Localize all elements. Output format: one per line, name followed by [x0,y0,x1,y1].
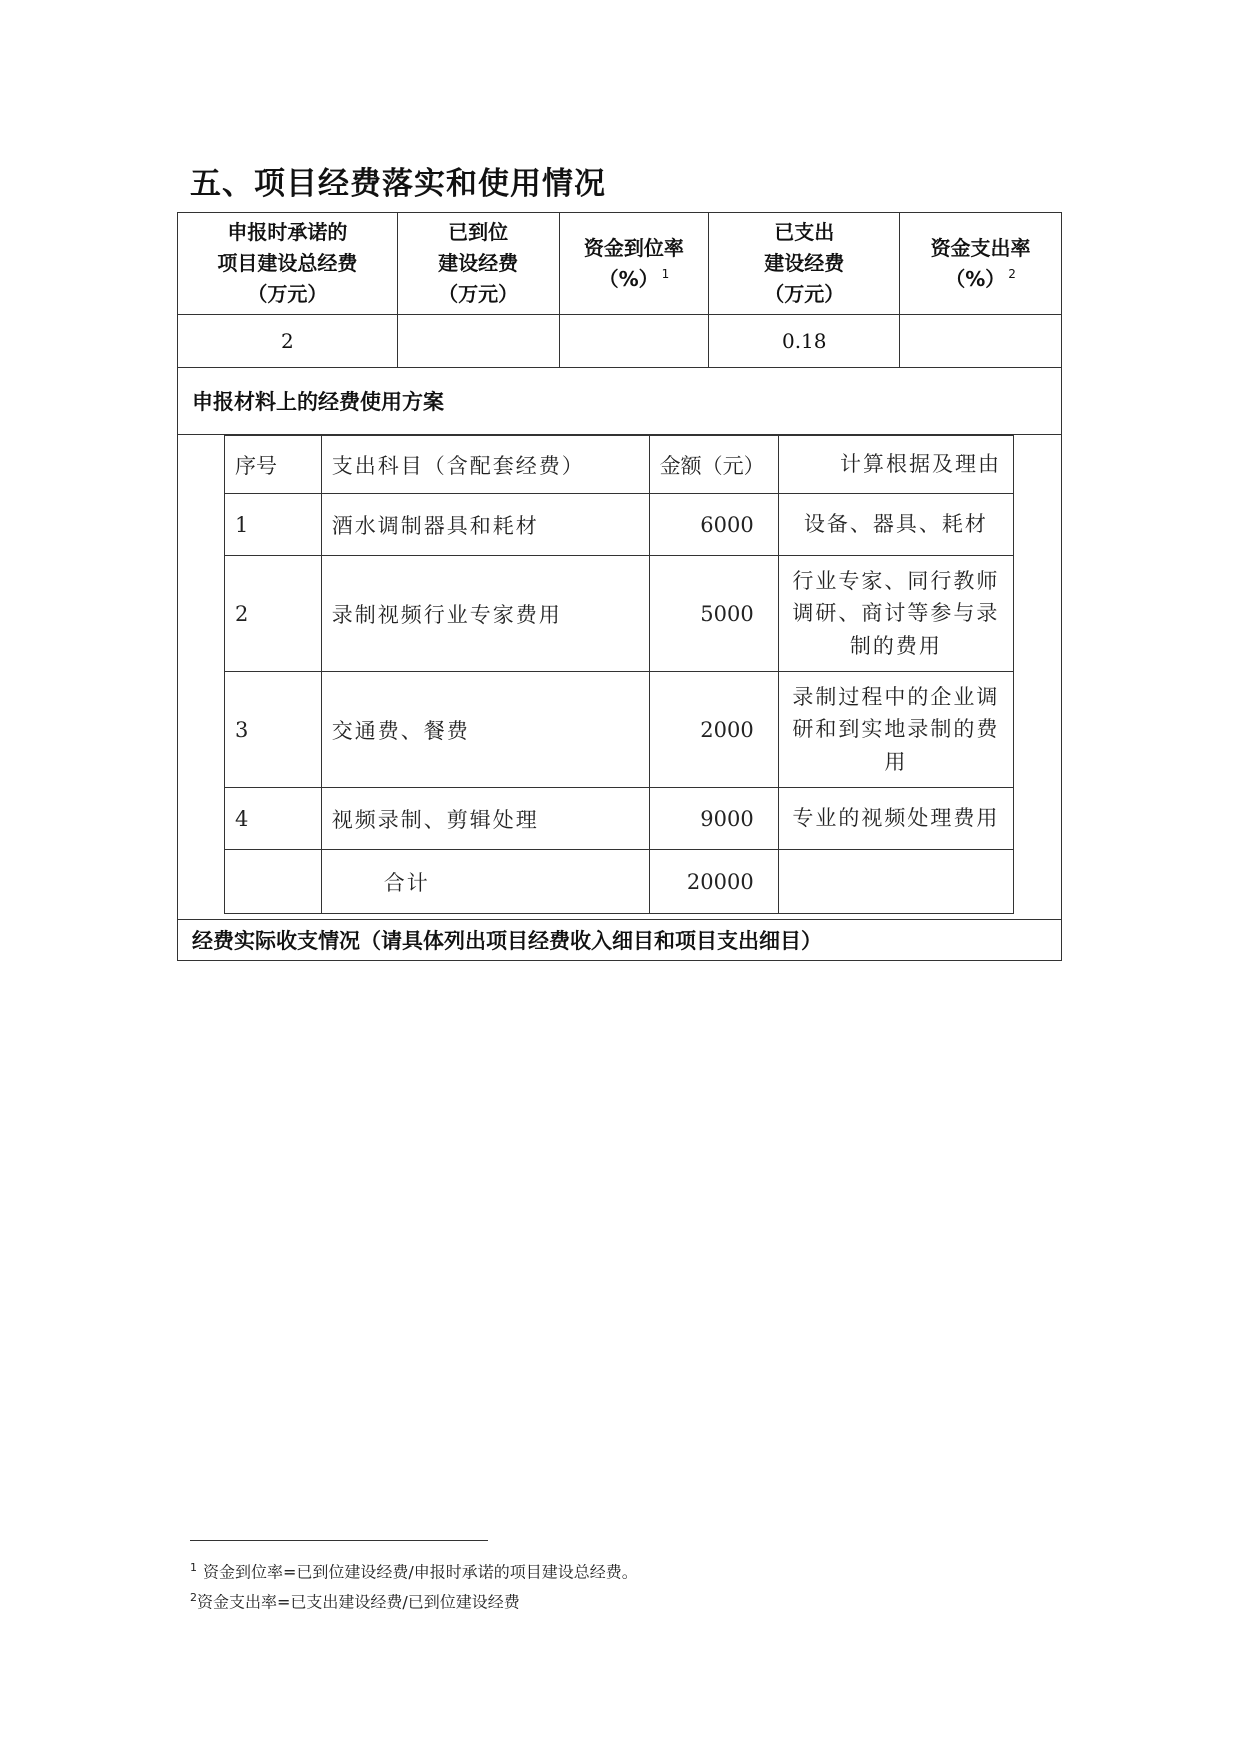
section-title: 五、项目经费落实和使用情况 [190,166,606,202]
row-seq: 3 [225,672,322,788]
footnotes [190,1555,638,1616]
header-spent-line2: 建设经费 [764,251,845,275]
row-reason-line: 专业的视频处理费用 [792,806,1000,831]
footnote-1 [190,1555,638,1585]
row-reason-line: 研和到实地录制的费 [792,717,1000,742]
row-reason-line: 用 [884,749,908,774]
actual-title: 经费实际收支情况（请具体列出项目经费收入细目和项目支出细目） [178,920,1062,961]
header-arrived-line1: 已到位 [448,220,509,244]
total-row [225,850,1014,914]
plan-header-amount: 金额（元） [649,436,778,494]
header-spend-rate-line1: 资金支出率 [930,235,1031,260]
total-seq-empty [225,850,322,914]
header-committed-line2: 项目建设总经费 [217,251,358,275]
row-reason [778,556,1013,672]
table-row [225,788,1014,850]
row-reason-line: 调研、商讨等参与录 [792,601,1000,626]
value-arrival-rate [559,315,709,368]
header-spent-line3: （万元） [764,282,845,306]
row-amount: 9000 [649,788,778,850]
funding-table [177,212,1062,961]
row-amount: 2000 [649,672,778,788]
header-committed [178,213,398,315]
footnote-1-text: 资金到位率=已到位建设经费/申报时承诺的项目建设总经费。 [203,1562,638,1582]
header-arrived-line2: 建设经费 [438,251,519,275]
funding-header-row [178,213,1062,315]
footnote-2-mark: 2 [190,1591,197,1605]
header-arrived [397,213,559,315]
row-reason-line: 制的费用 [849,633,942,658]
plan-header-seq: 序号 [225,436,322,494]
row-reason [778,672,1013,788]
row-reason [778,788,1013,850]
header-spend-rate [900,213,1062,315]
header-committed-line3: （万元） [247,282,328,306]
header-spent-line1: 已支出 [774,220,835,244]
header-arrival-rate-line1: 资金到位率 [583,235,684,260]
header-spent [709,213,900,315]
header-spend-rate-line2: （%） [945,266,1006,291]
row-seq: 1 [225,494,322,556]
row-amount: 5000 [649,556,778,672]
footnote-ref-1: 1 [661,266,670,281]
row-reason-line: 录制过程中的企业调 [792,684,1000,709]
header-arrived-line3: （万元） [438,282,519,306]
row-reason [778,494,1013,556]
funding-values-row [178,315,1062,368]
table-row [225,494,1014,556]
row-item: 酒水调制器具和耗材 [321,494,649,556]
value-arrived [397,315,559,368]
plan-table-container [178,435,1062,920]
plan-header-item: 支出科目（含配套经费） [321,436,649,494]
total-amount: 20000 [649,850,778,914]
header-arrival-rate [559,213,709,315]
footnote-divider [190,1540,488,1541]
header-committed-line1: 申报时承诺的 [227,220,348,244]
value-committed: 2 [178,315,398,368]
row-reason-line: 设备、器具、耗材 [803,512,988,537]
row-item: 视频录制、剪辑处理 [321,788,649,850]
plan-table [224,435,1014,914]
value-spend-rate [900,315,1062,368]
plan-table-header [225,436,1014,494]
header-arrival-rate-line2: （%） [598,266,659,291]
footnote-2 [190,1585,638,1615]
plan-title: 申报材料上的经费使用方案 [178,368,1062,435]
footnote-ref-2: 2 [1008,266,1016,281]
plan-header-reason: 计算根据及理由 [778,436,1013,494]
footnote-1-mark: 1 [190,1561,197,1574]
table-row [225,672,1014,788]
value-spent: 0.18 [709,315,900,368]
row-amount: 6000 [649,494,778,556]
row-item: 交通费、餐费 [321,672,649,788]
total-reason-empty [778,850,1013,914]
row-reason-line: 行业专家、同行教师 [792,568,1000,593]
table-row [225,556,1014,672]
row-seq: 4 [225,788,322,850]
row-item: 录制视频行业专家费用 [321,556,649,672]
footnote-2-text: 资金支出率=已支出建设经费/已到位建设经费 [197,1592,520,1612]
total-label: 合计 [321,850,649,914]
row-seq: 2 [225,556,322,672]
